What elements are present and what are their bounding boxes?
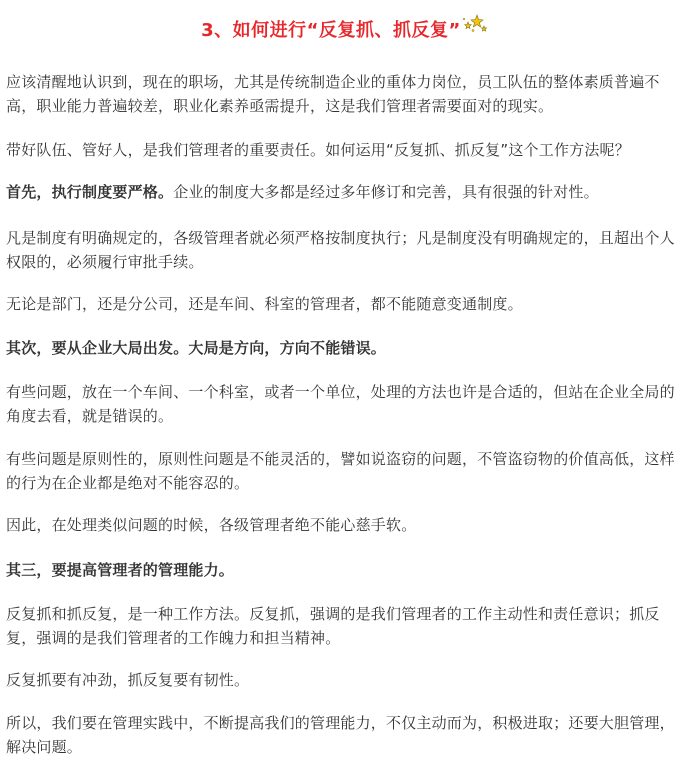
paragraph-global-view: 有些问题，放在一个车间、一个科室，或者一个单位，处理的方法也许是合适的，但站在企业全局的角度去看，就是错误的。 [6,383,675,425]
paragraph-conclusion: 所以，我们要在管理实践中，不断提高我们的管理能力，不仅主动而为，积极进取；还要大胆管理，解决问题。 [6,714,675,756]
third-point-heading: 其三，要提高管理者的管理能力。 [6,561,235,579]
article-title: 3、如何进行“反复抓、抓反复” [201,20,461,41]
paragraph-drive-tenacity: 反复抓要有冲劲，抓反复要有韧性。 [6,671,250,689]
second-point-heading: 其次，要从企业大局出发。大局是方向，方向不能错误。 [6,339,387,357]
paragraph-no-leniency: 因此，在处理类似问题的时候，各级管理者绝不能心慈手软。 [6,516,417,534]
paragraph-intro: 应该清醒地认识到，现在的职场，尤其是传统制造企业的重体力岗位，员工队伍的整体素质普遍不高，职业能力普遍较差，职业化素养亟需提升，这是我们管理者需要面对的现实。 [6,73,660,115]
paragraph-first-point: 首先，执行制度要严格。企业的制度大多都是经过多年修订和完善，具有很强的针对性。 [6,183,599,201]
sparkle-icon [462,14,488,34]
first-point-heading: 首先，执行制度要严格。 [6,183,174,201]
paragraph-third-point [6,558,684,582]
paragraph-question: 带好队伍、管好人，是我们管理者的重要责任。如何运用“反复抓、抓反复”这个工作方法呢？ [6,141,630,159]
paragraph-work-method: 反复抓和抓反复，是一种工作方法。反复抓，强调的是我们管理者的工作主动性和责任意识；抓反复，强调的是我们管理者的工作魄力和担当精神。 [6,605,660,647]
paragraph-rules-execution: 凡是制度有明确规定的，各级管理者就必须严格按制度执行；凡是制度没有明确规定的，且超出个人权限的，必须履行审批手续。 [6,229,675,271]
paragraph-principle-issues: 有些问题是原则性的，原则性问题是不能灵活的，譬如说盗窃的问题，不管盗窃物的价值高低，这样的行为在企业都是绝对不能容忍的。 [6,450,675,492]
paragraph-no-workaround: 无论是部门，还是分公司，还是车间、科室的管理者，都不能随意变通制度。 [6,295,523,313]
paragraph-second-point [6,336,684,360]
title-row [0,14,689,48]
